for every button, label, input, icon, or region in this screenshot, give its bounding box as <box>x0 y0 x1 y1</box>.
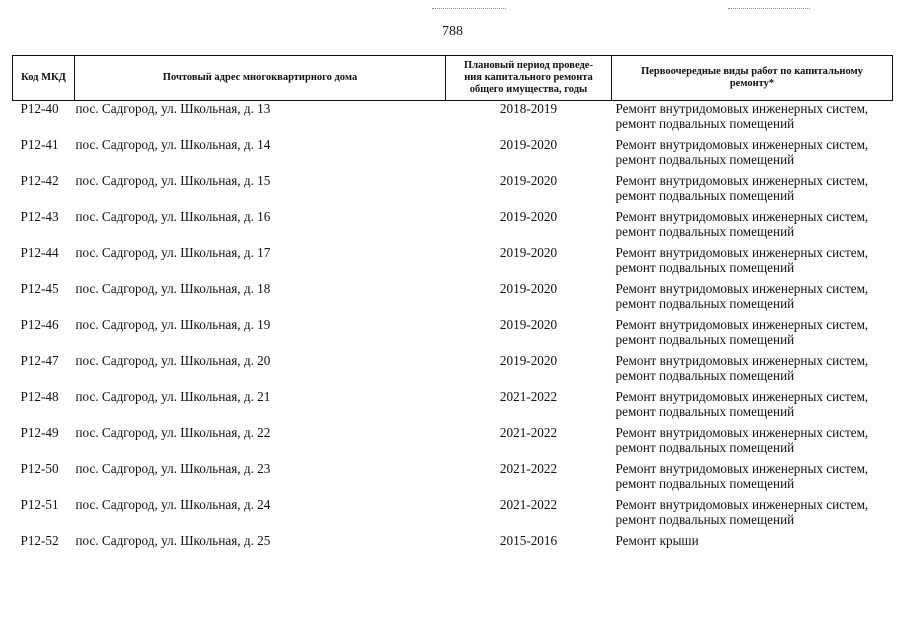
cell-address: пос. Садгород, ул. Школьная, д. 13 <box>75 101 271 116</box>
works-line: ремонт подвальных помещений <box>615 440 795 455</box>
cell-code: Р12-50 <box>20 461 59 476</box>
table-header-row <box>13 56 893 101</box>
cell-address: пос. Садгород, ул. Школьная, д. 20 <box>75 353 271 368</box>
cell-code: Р12-47 <box>20 353 59 368</box>
works-line: ремонт подвальных помещений <box>615 116 795 131</box>
works-line: ремонт подвальных помещений <box>615 404 795 419</box>
cell-works <box>612 173 893 209</box>
table-row <box>13 101 893 138</box>
cell-code: Р12-52 <box>20 533 59 548</box>
works-line: Ремонт внутридомовых инженерных систем, <box>615 317 869 332</box>
table-row <box>13 461 893 497</box>
cell-code: Р12-46 <box>20 317 59 332</box>
cell-works <box>612 281 893 317</box>
works-line: Ремонт внутридомовых инженерных систем, <box>615 137 869 152</box>
header-works <box>612 56 893 101</box>
table-row <box>13 209 893 245</box>
works-line: Ремонт внутридомовых инженерных систем, <box>615 389 869 404</box>
header-period-line: ния капитального ремонта <box>464 72 593 83</box>
header-period-line: общего имущества, годы <box>469 84 588 95</box>
cell-code: Р12-45 <box>20 281 59 296</box>
cell-address: пос. Садгород, ул. Школьная, д. 16 <box>75 209 271 224</box>
works-line: Ремонт внутридомовых инженерных систем, <box>615 101 869 116</box>
header-period-line: Плановый период проведе- <box>464 60 593 71</box>
table-row <box>13 389 893 425</box>
header-code: Код МКД <box>13 56 75 101</box>
cell-address: пос. Садгород, ул. Школьная, д. 22 <box>75 425 271 440</box>
table-row <box>13 137 893 173</box>
works-line: ремонт подвальных помещений <box>615 368 795 383</box>
works-line: Ремонт крыши <box>615 533 699 548</box>
cell-code: Р12-41 <box>20 137 59 152</box>
table-row <box>13 533 893 569</box>
works-line: ремонт подвальных помещений <box>615 152 795 167</box>
cell-works <box>612 137 893 173</box>
cell-code: Р12-51 <box>20 497 59 512</box>
cell-works <box>612 317 893 353</box>
cell-period: 2019-2020 <box>499 281 558 296</box>
cell-code: Р12-42 <box>20 173 59 188</box>
cell-period: 2018-2019 <box>499 101 558 116</box>
scan-artifact-line-right <box>728 8 810 9</box>
cell-period: 2021-2022 <box>499 389 558 404</box>
cell-works <box>612 245 893 281</box>
cell-address: пос. Садгород, ул. Школьная, д. 18 <box>75 281 271 296</box>
header-works-line: ремонту* <box>729 78 775 89</box>
cell-period: 2021-2022 <box>499 425 558 440</box>
table-row <box>13 245 893 281</box>
header-address: Почтовый адрес многоквартирного дома <box>75 56 446 101</box>
table-row <box>13 497 893 533</box>
cell-code: Р12-48 <box>20 389 59 404</box>
header-period <box>446 56 612 101</box>
cell-period: 2021-2022 <box>499 497 558 512</box>
table-row <box>13 173 893 209</box>
cell-address: пос. Садгород, ул. Школьная, д. 21 <box>75 389 271 404</box>
works-line: Ремонт внутридомовых инженерных систем, <box>615 497 869 512</box>
works-line: ремонт подвальных помещений <box>615 296 795 311</box>
cell-period: 2021-2022 <box>499 461 558 476</box>
cell-code: Р12-43 <box>20 209 59 224</box>
cell-works <box>612 497 893 533</box>
table-row <box>13 317 893 353</box>
cell-code: Р12-49 <box>20 425 59 440</box>
cell-works <box>612 101 893 138</box>
cell-address: пос. Садгород, ул. Школьная, д. 14 <box>75 137 271 152</box>
cell-works <box>612 425 893 461</box>
cell-works <box>612 389 893 425</box>
works-line: ремонт подвальных помещений <box>615 224 795 239</box>
works-line: Ремонт внутридомовых инженерных систем, <box>615 281 869 296</box>
cell-code: Р12-40 <box>20 101 59 116</box>
works-line: ремонт подвальных помещений <box>615 260 795 275</box>
table-row <box>13 353 893 389</box>
header-works-line: Первоочередные виды работ по капитальному <box>641 66 863 77</box>
works-line: Ремонт внутридомовых инженерных систем, <box>615 425 869 440</box>
cell-works <box>612 461 893 497</box>
works-line: ремонт подвальных помещений <box>615 476 795 491</box>
cell-works <box>612 353 893 389</box>
cell-address: пос. Садгород, ул. Школьная, д. 19 <box>75 317 271 332</box>
works-line: Ремонт внутридомовых инженерных систем, <box>615 353 869 368</box>
cell-period: 2019-2020 <box>499 209 558 224</box>
cell-address: пос. Садгород, ул. Школьная, д. 24 <box>75 497 271 512</box>
cell-period: 2015-2016 <box>499 533 558 548</box>
cell-address: пос. Садгород, ул. Школьная, д. 23 <box>75 461 271 476</box>
cell-code: Р12-44 <box>20 245 59 260</box>
works-line: Ремонт внутридомовых инженерных систем, <box>615 461 869 476</box>
capital-repair-table <box>12 55 893 569</box>
works-line: Ремонт внутридомовых инженерных систем, <box>615 245 869 260</box>
page-number: 788 <box>442 24 463 39</box>
cell-works <box>612 533 893 569</box>
cell-works <box>612 209 893 245</box>
table-row <box>13 281 893 317</box>
works-line: Ремонт внутридомовых инженерных систем, <box>615 173 869 188</box>
cell-period: 2019-2020 <box>499 137 558 152</box>
works-line: ремонт подвальных помещений <box>615 512 795 527</box>
table-row <box>13 425 893 461</box>
cell-address: пос. Садгород, ул. Школьная, д. 25 <box>75 533 271 548</box>
cell-period: 2019-2020 <box>499 245 558 260</box>
cell-period: 2019-2020 <box>499 173 558 188</box>
works-line: Ремонт внутридомовых инженерных систем, <box>615 209 869 224</box>
works-line: ремонт подвальных помещений <box>615 188 795 203</box>
cell-address: пос. Садгород, ул. Школьная, д. 17 <box>75 245 271 260</box>
cell-period: 2019-2020 <box>499 317 558 332</box>
cell-address: пос. Садгород, ул. Школьная, д. 15 <box>75 173 271 188</box>
works-line: ремонт подвальных помещений <box>615 332 795 347</box>
scan-artifact-line-left <box>432 8 506 9</box>
cell-period: 2019-2020 <box>499 353 558 368</box>
